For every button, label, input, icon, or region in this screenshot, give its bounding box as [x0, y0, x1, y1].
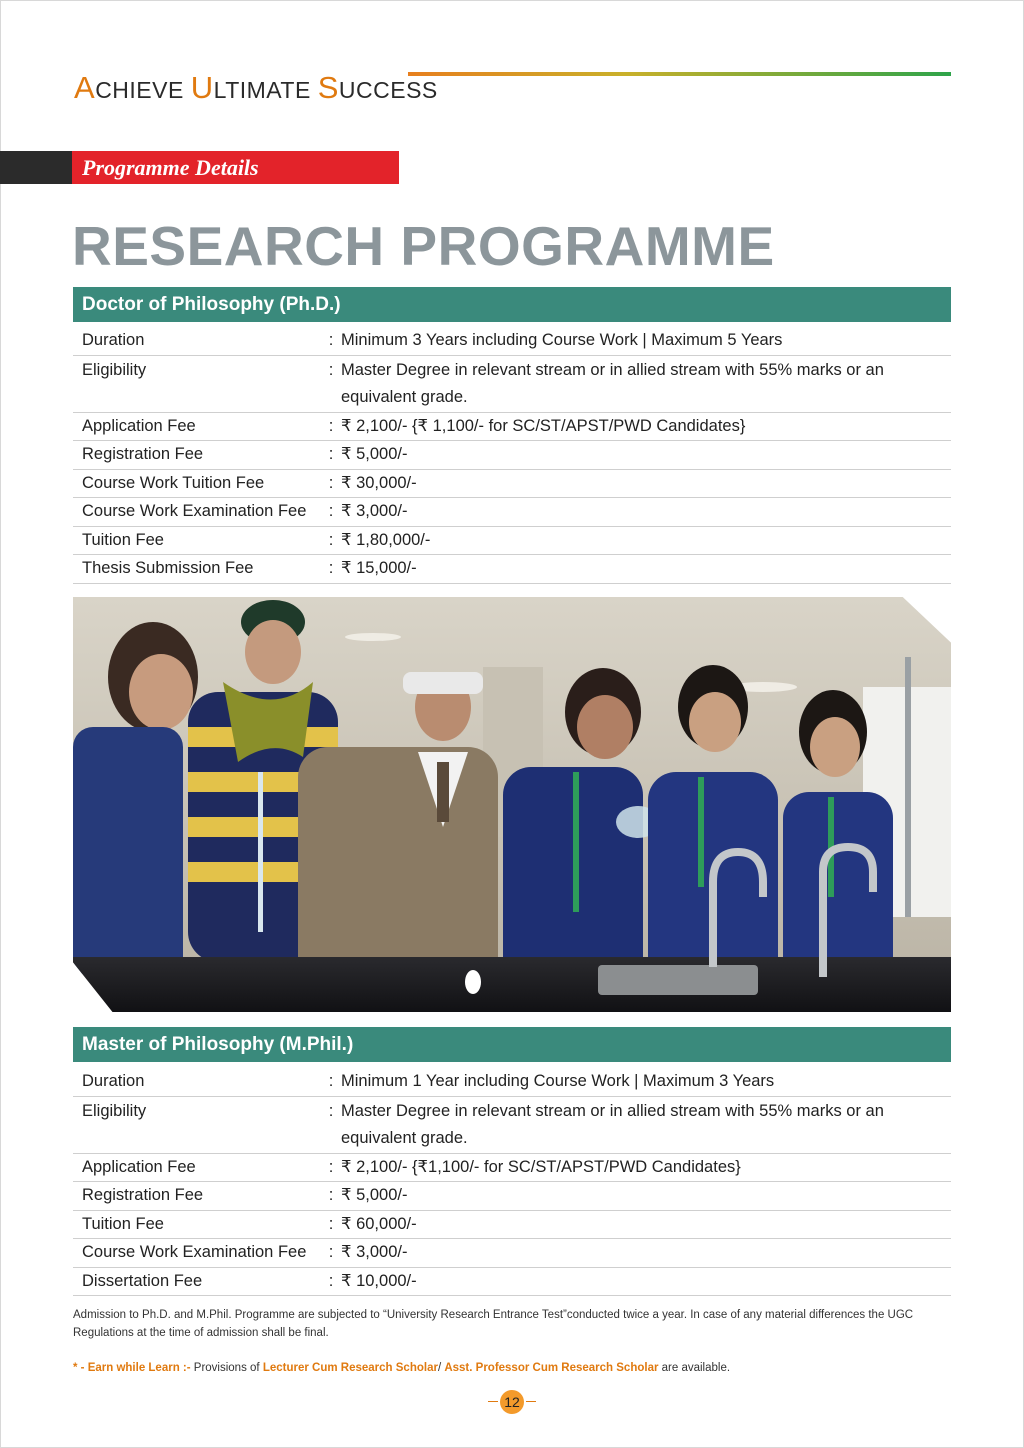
row-label: Tuition Fee — [73, 1210, 321, 1239]
earn-text: Provisions of — [190, 1362, 263, 1374]
brand-tagline — [74, 70, 438, 106]
row-label: Eligibility — [73, 355, 321, 412]
row-value: Master Degree in relevant stream or in allied stream with 55% marks or an equivalent grade. — [341, 1096, 951, 1153]
section-tag-bar — [0, 151, 72, 184]
section-tag: Programme Details — [72, 151, 399, 184]
row-label: Eligibility — [73, 1096, 321, 1153]
row-colon: : — [321, 1096, 341, 1153]
table-row — [73, 555, 951, 584]
table-row — [73, 441, 951, 470]
row-value: Minimum 3 Years including Course Work | Maximum 5 Years — [341, 327, 951, 355]
table-row — [73, 355, 951, 412]
row-label: Registration Fee — [73, 441, 321, 470]
table-row — [73, 1267, 951, 1296]
brand-word-rest: LTIMATE — [213, 77, 318, 103]
row-colon: : — [321, 327, 341, 355]
row-label: Tuition Fee — [73, 526, 321, 555]
row-colon: : — [321, 498, 341, 527]
row-colon: : — [321, 1210, 341, 1239]
page-number-badge: 12 — [500, 1390, 524, 1414]
row-colon: : — [321, 555, 341, 584]
row-value: Master Degree in relevant stream or in allied stream with 55% marks or an equivalent grade. — [341, 355, 951, 412]
page-number — [488, 1390, 536, 1414]
row-label: Duration — [73, 1068, 321, 1096]
table-row — [73, 498, 951, 527]
table-row — [73, 412, 951, 441]
table-row — [73, 1153, 951, 1182]
row-value: ₹ 1,80,000/- — [341, 526, 951, 555]
row-label: Duration — [73, 327, 321, 355]
row-value: ₹ 5,000/- — [341, 441, 951, 470]
table-row — [73, 1210, 951, 1239]
brand-word-rest: UCCESS — [338, 77, 438, 103]
table-row — [73, 327, 951, 355]
row-label: Application Fee — [73, 412, 321, 441]
row-colon: : — [321, 469, 341, 498]
page-title: RESEARCH PROGRAMME — [72, 215, 775, 277]
row-value: Minimum 1 Year including Course Work | Maximum 3 Years — [341, 1068, 951, 1096]
admission-note: Admission to Ph.D. and M.Phil. Programme are subjected to “University Research Entrance Test”conducted twice a year. In case of any material differences the UGC Regulations at the time of admission shall be final. — [73, 1309, 914, 1339]
phd-heading: Doctor of Philosophy (Ph.D.) — [73, 287, 951, 322]
table-row — [73, 1068, 951, 1096]
row-value: ₹ 15,000/- — [341, 555, 951, 584]
row-colon: : — [321, 1068, 341, 1096]
row-label: Course Work Examination Fee — [73, 498, 321, 527]
row-colon: : — [321, 355, 341, 412]
earn-suffix: are available. — [658, 1362, 731, 1374]
mphil-heading: Master of Philosophy (M.Phil.) — [73, 1027, 951, 1062]
earn-while-learn-note — [73, 1362, 951, 1374]
earn-scheme-2: Asst. Professor Cum Research Scholar — [444, 1362, 659, 1374]
row-label: Thesis Submission Fee — [73, 555, 321, 584]
brand-initial: U — [190, 70, 214, 105]
row-label: Registration Fee — [73, 1182, 321, 1211]
table-row — [73, 469, 951, 498]
row-label: Dissertation Fee — [73, 1267, 321, 1296]
pager-dash — [488, 1401, 498, 1402]
row-colon: : — [321, 1182, 341, 1211]
row-label: Application Fee — [73, 1153, 321, 1182]
table-row — [73, 526, 951, 555]
row-value: ₹ 3,000/- — [341, 498, 951, 527]
row-label: Course Work Tuition Fee — [73, 469, 321, 498]
earn-scheme-1: Lecturer Cum Research Scholar — [262, 1362, 438, 1374]
row-colon: : — [321, 526, 341, 555]
row-colon: : — [321, 1267, 341, 1296]
brand-word-rest: CHIEVE — [95, 77, 191, 103]
mphil-details-table — [73, 1068, 951, 1296]
table-row — [73, 1096, 951, 1153]
row-colon: : — [321, 1153, 341, 1182]
table-row — [73, 1182, 951, 1211]
brand-initial: S — [317, 70, 339, 105]
laboratory-photo — [73, 597, 951, 1012]
phd-details-table — [73, 327, 951, 584]
earn-separator: / — [437, 1362, 445, 1374]
row-value: ₹ 5,000/- — [341, 1182, 951, 1211]
row-colon: : — [321, 1239, 341, 1268]
pager-dash — [526, 1401, 536, 1402]
table-row — [73, 1239, 951, 1268]
brand-initial: A — [74, 70, 96, 105]
row-value: ₹ 2,100/- {₹ 1,100/- for SC/ST/APST/PWD Candidates} — [341, 412, 951, 441]
row-value: ₹ 60,000/- — [341, 1210, 951, 1239]
row-value: ₹ 3,000/- — [341, 1239, 951, 1268]
row-value: ₹ 10,000/- — [341, 1267, 951, 1296]
row-label: Course Work Examination Fee — [73, 1239, 321, 1268]
header-gradient-rule — [408, 72, 951, 76]
row-value: ₹ 2,100/- {₹1,100/- for SC/ST/APST/PWD Candidates} — [341, 1153, 951, 1182]
row-colon: : — [321, 412, 341, 441]
row-value: ₹ 30,000/- — [341, 469, 951, 498]
earn-label: * - Earn while Learn :- — [73, 1362, 191, 1374]
row-colon: : — [321, 441, 341, 470]
